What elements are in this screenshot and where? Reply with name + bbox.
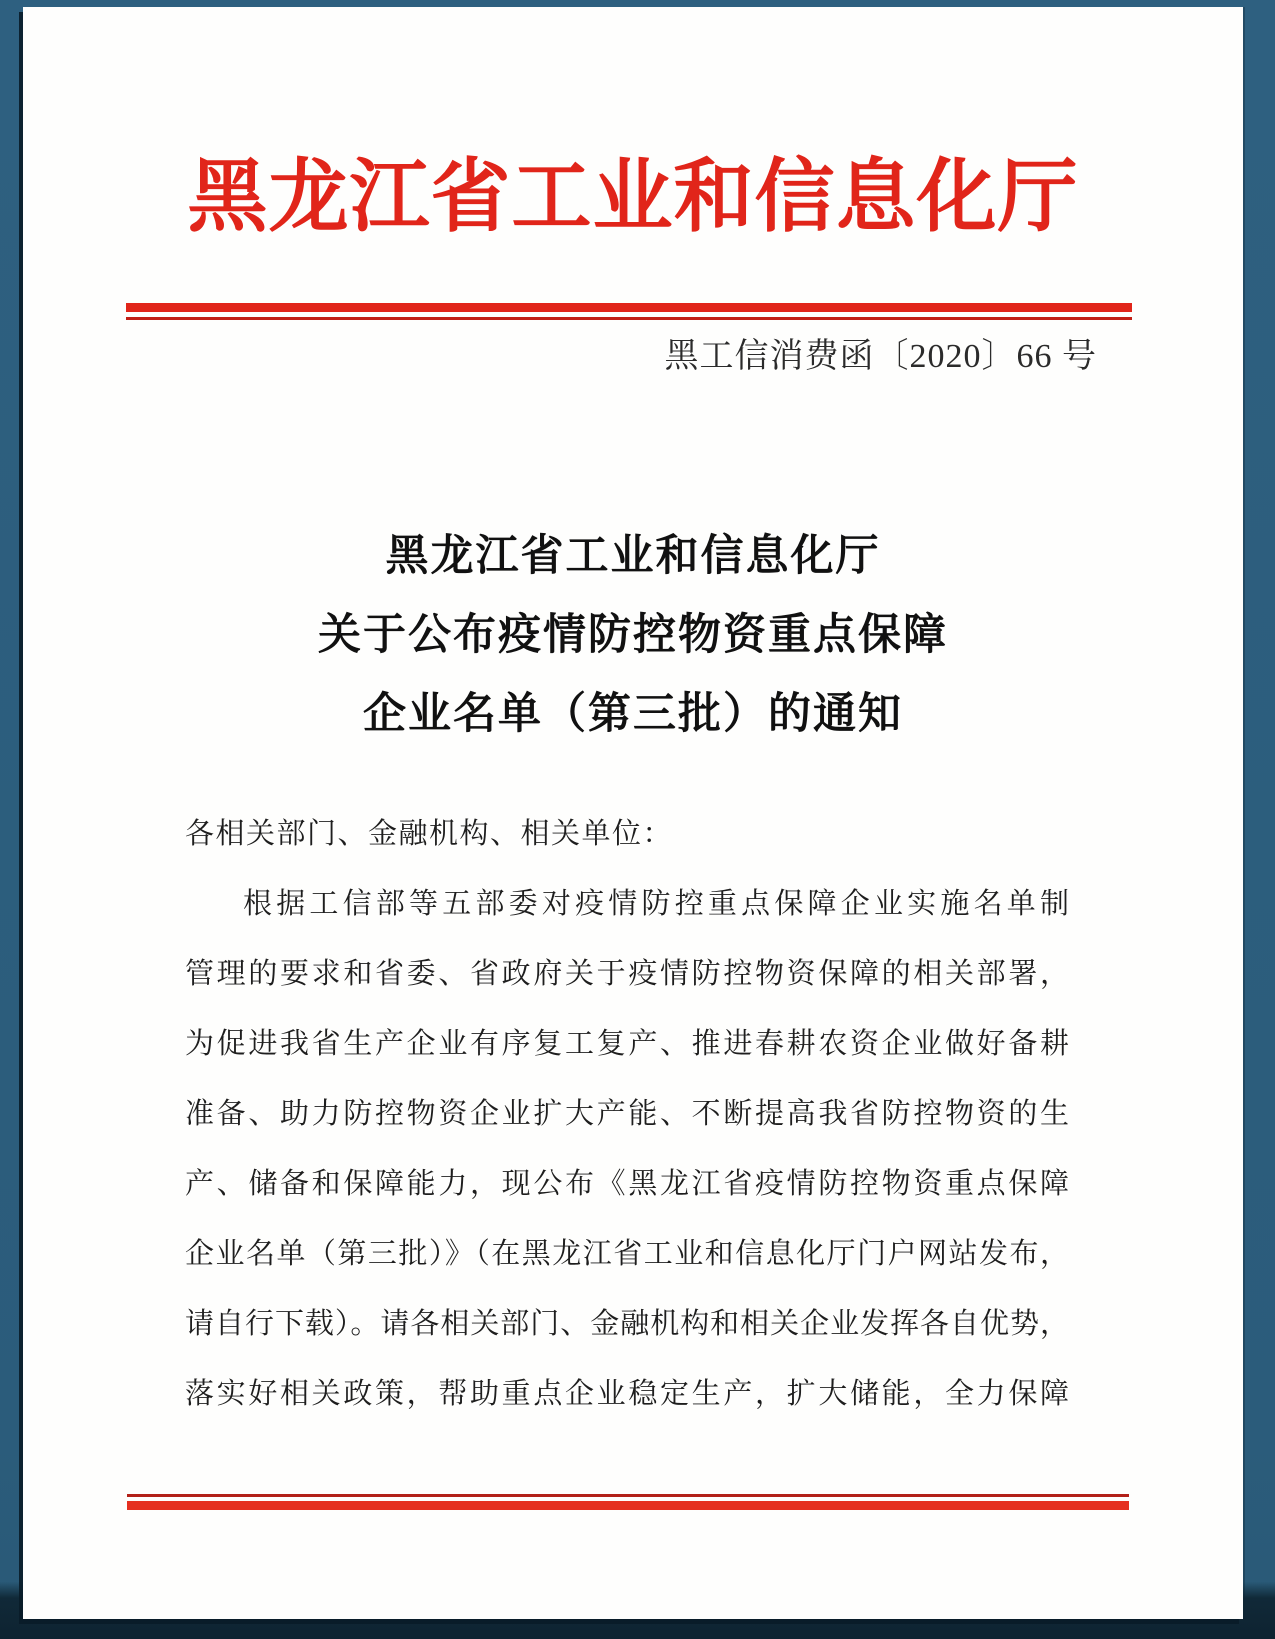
footer-divider bbox=[127, 1494, 1129, 1510]
document-number: 黑工信消费函〔2020〕66 号 bbox=[664, 338, 1097, 375]
document-body bbox=[185, 799, 1069, 1429]
document-page bbox=[23, 7, 1243, 1619]
letterhead-agency-title: 黑龙江省工业和信息化厅 bbox=[187, 154, 1079, 242]
paragraph-line: 企业名单（第三批）》（在黑龙江省工业和信息化厅门户网站发布， bbox=[185, 1238, 1069, 1270]
title-line-2: 关于公布疫情防控物资重点保障 bbox=[318, 612, 948, 659]
footer-rule-thin bbox=[127, 1494, 1129, 1497]
document-title bbox=[23, 517, 1243, 754]
paragraph-line: 请自行下载）。请各相关部门、金融机构和相关企业发挥各自优势， bbox=[185, 1308, 1069, 1340]
paragraph-line: 管理的要求和省委、省政府关于疫情防控物资保障的相关部署， bbox=[185, 958, 1069, 990]
paragraph-line: 准备、助力防控物资企业扩大产能、不断提高我省防控物资的生 bbox=[185, 1098, 1069, 1130]
body-paragraph bbox=[185, 869, 1069, 1429]
title-line-1: 黑龙江省工业和信息化厅 bbox=[385, 533, 881, 580]
letterhead-divider bbox=[126, 303, 1132, 320]
red-rule-thick bbox=[126, 303, 1132, 312]
paragraph-line: 为促进我省生产企业有序复工复产、推进春耕农资企业做好备耕 bbox=[185, 1028, 1069, 1060]
paragraph-line: 根据工信部等五部委对疫情防控重点保障企业实施名单制 bbox=[243, 888, 1069, 920]
paragraph-line: 产、储备和保障能力，现公布《黑龙江省疫情防控物资重点保障 bbox=[185, 1168, 1069, 1200]
title-line-3: 企业名单（第三批）的通知 bbox=[363, 691, 903, 738]
paragraph-line: 落实好相关政策，帮助重点企业稳定生产，扩大储能，全力保障 bbox=[185, 1378, 1069, 1410]
salutation-line: 各相关部门、金融机构、相关单位： bbox=[185, 818, 674, 850]
red-rule-thin bbox=[126, 317, 1132, 320]
footer-rule-thick bbox=[127, 1501, 1129, 1510]
